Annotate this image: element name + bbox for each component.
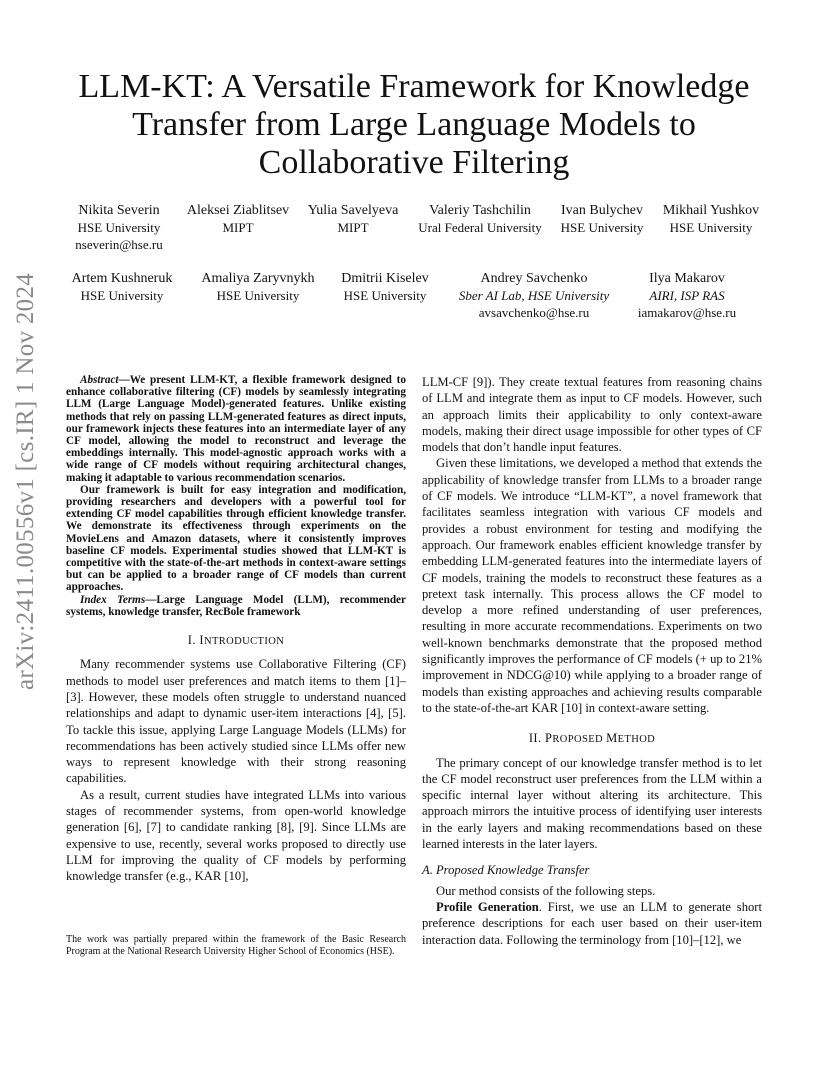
profile-generation-label: Profile Generation — [436, 899, 539, 914]
author-affiliation: HSE University — [216, 288, 300, 303]
index-terms-text: —Large Language Model (LLM), recommender systems, knowledge transfer, RecBole framework — [66, 593, 406, 618]
author-name: Artem Kushneruk — [71, 271, 173, 286]
author-block — [330, 270, 440, 304]
profile-generation-text: . First, we use an LLM to generate short preference descriptions for each user based on their user-item interaction data. Following the terminology from [10]–[12], we — [422, 899, 762, 947]
author-name: Valeriy Tashchilin — [429, 203, 531, 218]
author-block — [552, 202, 652, 236]
paper-title: LLM-KT: A Versatile Framework for Knowledge Transfer from Large Language Models to Collaborative Filtering — [78, 68, 750, 181]
author-affiliation: Sber AI Lab, HSE University — [458, 288, 610, 303]
author-email: nseverin@hse.ru — [75, 237, 163, 252]
author-block — [622, 270, 752, 321]
author-block — [64, 202, 174, 253]
section-heading-introduction: I. INTRODUCTION — [187, 633, 285, 648]
author-block — [178, 202, 298, 236]
author-affiliation: HSE University — [77, 220, 161, 235]
body-paragraph-2: Given these limitations, we developed a method that extends the applicability of knowledge transfer from LLMs to a broader range of CF models. We introduce “LLM-KT”, a novel framework that facilitates seamless integration with various CF models and provides a robust environment for testing and modifying the approach. Our framework enables efficient knowledge transfer by embedding LLM-generated features into the intermediate layers of CF models, training the models to reconstruct these features as a pretext task internally. This process allows the CF model to develop a more refined understanding of user preferences, resulting in more accurate recommendations. Experiments on two well-known benchmarks demonstrate that the proposed method significantly improves the performance of CF models (+ up to 21% improvement in NDCG@10) while applying to a broader range of models than existing approaches and achieving results comparable to the state-of-the-art KAR [10] in context-aware setting. — [422, 456, 762, 715]
abstract-paragraph — [66, 374, 406, 484]
left-column — [66, 374, 406, 885]
body-paragraph: LLM-CF [9]). They create textual features from reasoning chains of LLM and integrate them as input to CF models. However, such an approach limits their applicability to only context-aware models, making their direct usage impossible for other types of CF models that don’t handle input features. — [422, 375, 762, 455]
author-name: Ivan Bulychev — [560, 203, 644, 218]
index-terms — [66, 594, 406, 618]
author-name: Mikhail Yushkov — [662, 203, 760, 218]
index-terms-label: Index Terms — [80, 593, 146, 606]
intro-paragraph: Many recommender systems use Collaborative Filtering (CF) methods to model user preferences and match items to them [1]–[3]. However, these models often struggle to understand nuanced relationships and adapt to dynamic user-item interactions [4], [5]. To tackle this issue, applying Large Language Models (LLMs) for recommendations has been actively studied since LLMs offer new ways to represent knowledge with their strong reasoning capabilities. — [66, 657, 406, 786]
abstract-paragraph-2: Our framework is built for easy integration and modification, providing researchers and developers with a powerful tool for extending CF model capabilities through efficient knowledge transfer. We demonstrate its effectiveness through experiments on the MovieLens and Amazon datasets, where it consistently improves baseline CF models. Experimental studies showed that LLM-KT is competitive with the state-of-the-art methods in context-aware settings but can be applied to a broader range of CF models than current approaches. — [66, 483, 406, 594]
right-column — [422, 374, 762, 948]
author-name: Ilya Makarov — [649, 271, 725, 286]
intro-paragraph-2: As a result, current studies have integrated LLMs into various stages of recommender systems, from open-world knowledge generation [6], [7] to candidate ranking [8], [9]. Since LLMs are expensive to use, recently, several works proposed to directly use LLM for improving the quality of CF models by performing knowledge transfer (e.g., KAR [10], — [66, 787, 406, 884]
author-affiliation: MIPT — [337, 220, 369, 235]
author-affiliation: MIPT — [222, 220, 254, 235]
author-email: iamakarov@hse.ru — [637, 305, 737, 320]
arxiv-identifier: arXiv:2411.00556v1 [cs.IR] 1 Nov 2024 — [12, 272, 39, 690]
footnote: The work was partially prepared within the framework of the Basic Research Program at the National Research University Higher School of Economics (HSE). — [66, 934, 406, 957]
author-name: Aleksei Ziablitsev — [186, 203, 290, 218]
author-name: Dmitrii Kiselev — [341, 271, 429, 286]
author-block — [446, 270, 622, 321]
author-affiliation: HSE University — [343, 288, 427, 303]
author-affiliation: HSE University — [560, 220, 644, 235]
author-affiliation: AIRI, ISP RAS — [649, 288, 725, 303]
author-name: Yulia Savelyeva — [307, 203, 399, 218]
author-block — [60, 270, 184, 304]
abstract-label: Abstract — [80, 374, 119, 386]
author-affiliation: HSE University — [80, 288, 164, 303]
author-block — [190, 270, 326, 304]
author-email: avsavchenko@hse.ru — [478, 305, 590, 320]
method-paragraph: The primary concept of our knowledge transfer method is to let the CF model reconstruct user preferences from the LLM within a specific internal layer without altering its architecture. This approach mirrors the intuitive process of identifying user interests in the early layers and making recommendations based on these learned interests in the later layers. — [422, 755, 762, 852]
author-affiliation: Ural Federal University — [418, 220, 542, 235]
subsection-heading: A. Proposed Knowledge Transfer — [422, 863, 590, 878]
author-affiliation: HSE University — [669, 220, 753, 235]
author-block — [654, 202, 768, 236]
section-heading-method: II. PROPOSED METHOD — [528, 731, 656, 746]
abstract-text: —We present LLM-KT, a flexible framework designed to enhance collaborative filtering (CF) models by seamlessly integrating LLM (Large Language Model)-generated features. Unlike existing methods that rely on passing LLM-generated features as direct inputs, our framework injects these features into an intermediate layer of any CF model, allowing the model to reconstruct and leverage the embeddings internally. This model-agnostic approach works with a wide range of CF models without requiring architectural changes, making it adaptable to various recommendation scenarios. — [66, 374, 406, 484]
author-name: Amaliya Zaryvnykh — [201, 271, 315, 286]
author-name: Andrey Savchenko — [480, 271, 588, 286]
author-block — [408, 202, 552, 236]
method-paragraph-3 — [422, 899, 762, 948]
author-name: Nikita Severin — [78, 203, 160, 218]
author-block — [300, 202, 406, 236]
method-paragraph-2: Our method consists of the following steps. — [436, 883, 656, 898]
